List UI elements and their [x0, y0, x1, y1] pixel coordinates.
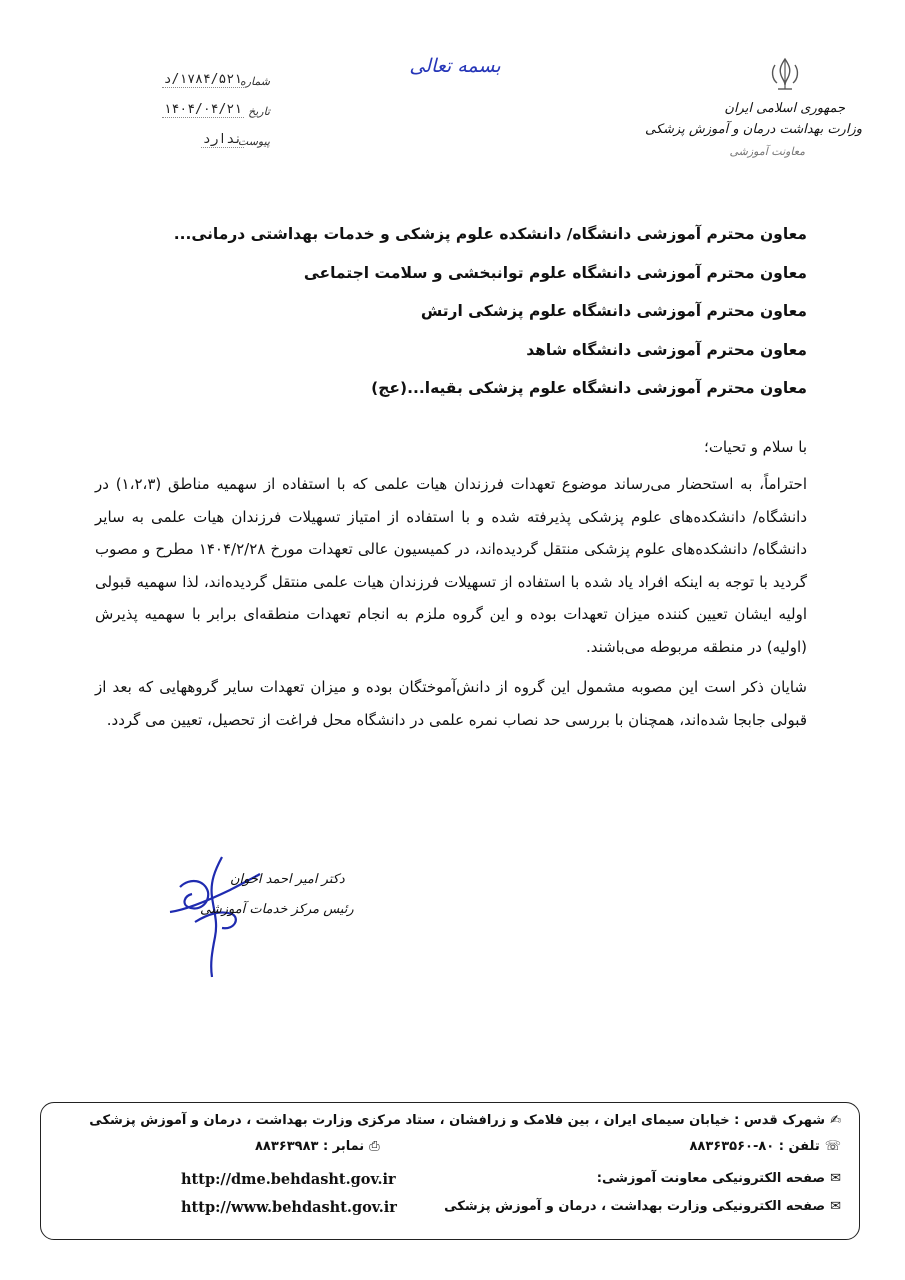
signature-block	[160, 852, 354, 982]
reference-date-value: ۱۴۰۴/۰۴/۲۱	[163, 102, 242, 117]
letter-body	[95, 432, 807, 744]
footer-box	[40, 1102, 860, 1240]
bismillah: بسمه تعالی	[409, 55, 501, 77]
letterhead-ministry: وزارت بهداشت درمان و آموزش پزشکی	[645, 122, 863, 137]
letterhead-country: جمهوری اسلامی ایران	[724, 101, 845, 116]
footer-address	[89, 1113, 841, 1128]
phone-icon: ☏	[824, 1139, 841, 1154]
letterhead-deputy: معاونت آموزشی	[729, 145, 805, 158]
body-paragraph-2: شایان ذکر است این مصوبه مشمول این گروه از دانش‌آموختگان بوده و میزان تعهدات سایر گروههایی که بعد از قبولی جابجا شده‌اند، همچنان با بررسی حد نصاب نمره علمی در دانشگاه محل فراغت از تحصیل، تعیین می گردد.	[95, 678, 807, 729]
pen-icon: ✍	[830, 1113, 841, 1128]
footer-phone-text: تلفن : ۸۰-۸۸۳۶۳۵۶۰	[689, 1139, 820, 1154]
reference-attachment-value: ندارد	[202, 132, 242, 147]
footer-fax	[255, 1139, 380, 1154]
footer-address-text: شهرک قدس : خیابان سیمای ایران ، بین فلامک و زرافشان ، ستاد مرکزی وزارت بهداشت ، درمان و آموزش پزشکی	[89, 1113, 826, 1128]
addressee-line: معاون محترم آموزشی دانشگاه علوم پزشکی ارتش	[420, 302, 807, 320]
reference-date-label: تاریخ	[248, 105, 270, 118]
body-paragraph-1: احتراماً، به استحضار می‌رساند موضوع تعهدات فرزندان هیات علمی که با استفاده از سهمیه مناطق (۱،۲،۳) در دانشگاه/ دانشکده‌های علوم پزشکی پذیرفته شده و با استفاده از امتیاز تسهیلات فرزندان هیات علمی به سایر دانشگاه/ دانشکده‌های علوم پزشکی منتقل گردیده‌اند، در کمیسیون عالی تعهدات مورخ ۱۴۰۴/۲/۲۸ مطرح و مصوب گردید با توجه به اینکه افراد یاد شده با استفاده از تسهیلات فرزندان هیات علمی منتقل گردیده‌اند، لذا سهمیه قبولی اولیه ایشان تعیین کننده میزان تعهدات بوده و این گروه ملزم به انجام تعهدات منطقه‌ای برابر با سهمیه پذیرش (اولیه) در منطقه مربوطه می‌باشند.	[95, 475, 807, 656]
footer-ministry-site-label-text: صفحه الکترونیکی وزارت بهداشت ، درمان و آموزش پزشکی	[444, 1199, 826, 1214]
reference-number-row	[110, 58, 270, 88]
ministry-site-link[interactable]: http://www.behdasht.gov.ir	[181, 1199, 397, 1216]
edu-site-link[interactable]: http://dme.behdasht.gov.ir	[181, 1171, 396, 1188]
addressee-list	[167, 215, 807, 408]
footer-fax-text: نمابر : ۸۸۳۶۳۹۸۳	[255, 1139, 365, 1154]
signatory-name: دکتر امیر احمد اخوان	[230, 872, 345, 887]
iran-emblem-icon	[765, 55, 805, 95]
addressee-line: معاون محترم آموزشی دانشگاه علوم توانبخشی و سلامت اجتماعی	[303, 263, 807, 282]
addressee-line: معاون محترم آموزشی دانشگاه شاهد	[526, 340, 807, 359]
signatory-title: رئیس مرکز خدمات آموزشی	[200, 902, 354, 917]
mail-icon: ✉	[830, 1199, 841, 1214]
reference-attachment-label: پیوست	[237, 135, 270, 148]
reference-date-row	[110, 88, 270, 118]
footer-phone	[689, 1139, 841, 1154]
footer-edu-site-label-text: صفحه الکترونیکی معاونت آموزشی:	[596, 1171, 826, 1186]
fax-icon: ⎙	[369, 1139, 380, 1154]
reference-number-label: شماره	[239, 75, 270, 88]
letterhead	[645, 55, 863, 158]
salutation: با سلام و تحیات؛	[704, 438, 807, 456]
reference-attachment-row	[110, 118, 270, 148]
addressee-line: معاون محترم آموزشی دانشگاه/ دانشکده علوم پزشکی و خدمات بهداشتی درمانی...	[173, 225, 807, 243]
addressee-line: معاون محترم آموزشی دانشگاه علوم پزشکی بقیه‌ا...(عج)	[371, 379, 807, 397]
mail-icon: ✉	[830, 1171, 841, 1186]
footer-ministry-site-label	[444, 1199, 841, 1214]
footer-edu-site-label	[597, 1171, 841, 1186]
reference-block	[110, 58, 270, 148]
reference-number-value: ۱۷۸۴/۵۲۱/د	[163, 72, 242, 87]
